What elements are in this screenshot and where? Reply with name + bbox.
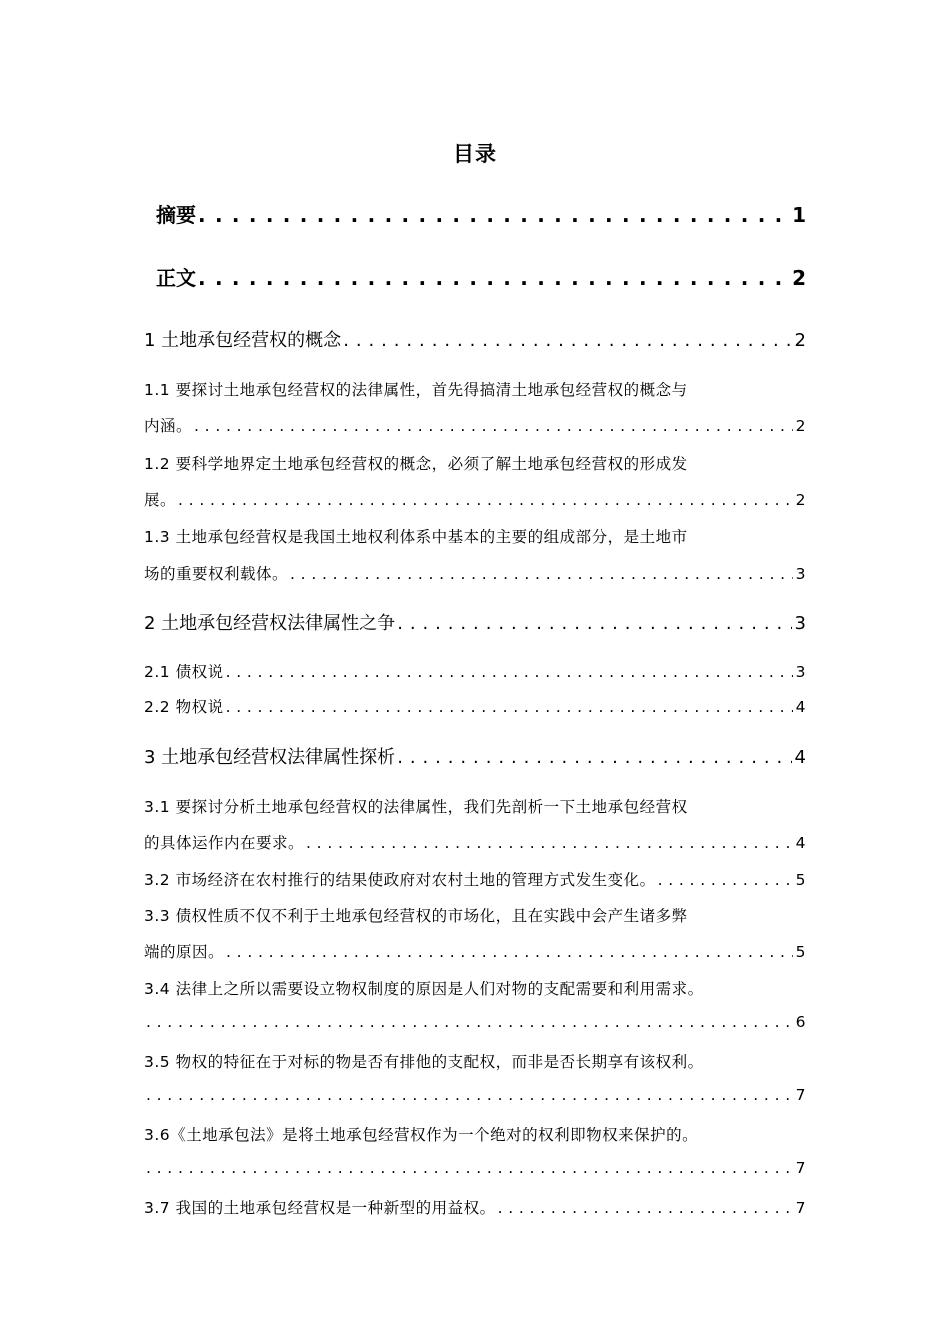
dot-leader — [397, 747, 791, 768]
dot-leader — [226, 943, 793, 961]
dot-leader — [198, 266, 789, 290]
toc-entry-first-line[interactable]: 1.3 土地承包经营权是我国土地权利体系中基本的主要的组成部分，是土地市 — [144, 528, 688, 546]
toc-page-number: 4 — [795, 834, 806, 852]
toc-page-number: 5 — [795, 943, 806, 961]
toc-page-number: 3 — [795, 663, 806, 681]
toc-entry-label: 正文 — [156, 266, 196, 290]
toc-entry-section-3-7[interactable] — [144, 1196, 806, 1218]
toc-entry-section-3-3[interactable] — [144, 940, 806, 962]
toc-entry-label: 3.2 市场经济在农村推行的结果使政府对农村土地的管理方式发生变化。 — [144, 871, 656, 889]
toc-entry-first-line[interactable]: 3.4 法律上之所以需要设立物权制度的原因是人们对物的支配需要和利用需求。 — [144, 980, 704, 998]
toc-entry-section-1-1[interactable] — [144, 414, 806, 436]
toc-entry-label: 摘要 — [156, 203, 196, 227]
toc-page-number: 4 — [794, 747, 806, 768]
toc-entry-chapter-1[interactable] — [144, 326, 806, 352]
toc-entry-label: 展。 — [144, 491, 177, 509]
toc-entry-first-line[interactable]: 3.1 要探讨分析土地承包经营权的法律属性，我们先剖析一下土地承包经营权 — [144, 798, 688, 816]
dot-leader — [146, 1013, 793, 1031]
toc-page-number: 7 — [795, 1159, 806, 1177]
toc-entry-label: 内涵。 — [144, 417, 193, 435]
toc-entry-label: 的具体运作内在要求。 — [144, 834, 305, 852]
toc-entry-label: 2.2 物权说 — [144, 698, 224, 716]
toc-title: 目录 — [453, 142, 497, 166]
dot-leader — [198, 203, 789, 227]
toc-entry-label: 2 土地承包经营权法律属性之争 — [144, 613, 396, 634]
toc-entry-main-text[interactable] — [156, 262, 806, 291]
toc-entry-label: 2.1 债权说 — [144, 663, 224, 681]
toc-entry-first-line[interactable]: 3.3 债权性质不仅不利于土地承包经营权的市场化，且在实践中会产生诸多弊 — [144, 907, 688, 925]
dot-leader — [178, 491, 793, 509]
toc-page-number: 2 — [792, 266, 806, 290]
toc-entry-chapter-2[interactable] — [144, 609, 806, 635]
toc-page-number: 3 — [795, 565, 806, 583]
toc-entry-first-line[interactable]: 1.1 要探讨土地承包经营权的法律属性，首先得搞清土地承包经营权的概念与 — [144, 381, 688, 399]
dot-leader — [146, 1159, 793, 1177]
toc-page-number: 7 — [795, 1199, 806, 1217]
dot-leader — [343, 330, 791, 351]
toc-entry-section-3-4[interactable] — [144, 1013, 806, 1031]
dot-leader — [498, 1199, 793, 1217]
toc-entry-label: 场的重要权利载体。 — [144, 565, 289, 583]
dot-leader — [658, 871, 793, 889]
toc-page-number: 2 — [795, 491, 806, 509]
toc-page-number: 6 — [795, 1013, 806, 1031]
toc-entry-section-3-1[interactable] — [144, 831, 806, 853]
dot-leader — [194, 417, 793, 435]
toc-page-number: 3 — [794, 613, 806, 634]
toc-entry-label: 端的原因。 — [144, 943, 225, 961]
toc-entry-section-1-2[interactable] — [144, 488, 806, 510]
toc-entry-section-1-3[interactable] — [144, 562, 806, 584]
dot-leader — [290, 565, 793, 583]
toc-entry-section-3-6[interactable] — [144, 1159, 806, 1177]
toc-page-number: 2 — [794, 330, 806, 351]
toc-entry-first-line[interactable]: 3.6《土地承包法》是将土地承包经营权作为一个绝对的权利即物权来保护的。 — [144, 1126, 699, 1144]
toc-entry-section-2-2[interactable] — [144, 695, 806, 717]
toc-entry-label: 3.7 我国的土地承包经营权是一种新型的用益权。 — [144, 1199, 496, 1217]
dot-leader — [226, 698, 793, 716]
toc-entry-section-3-2[interactable] — [144, 868, 806, 890]
toc-entry-label: 3 土地承包经营权法律属性探析 — [144, 747, 396, 768]
toc-page-number: 1 — [792, 203, 806, 227]
toc-entry-section-2-1[interactable] — [144, 660, 806, 682]
toc-page-number: 2 — [795, 417, 806, 435]
toc-entry-chapter-3[interactable] — [144, 743, 806, 769]
toc-page-number: 5 — [795, 871, 806, 889]
toc-entry-first-line[interactable]: 1.2 要科学地界定土地承包经营权的概念，必须了解土地承包经营权的形成发 — [144, 455, 688, 473]
dot-leader — [226, 663, 793, 681]
dot-leader — [146, 1086, 793, 1104]
dot-leader — [306, 834, 793, 852]
dot-leader — [397, 613, 791, 634]
toc-entry-label: 1 土地承包经营权的概念 — [144, 330, 342, 351]
toc-entry-abstract[interactable] — [156, 199, 806, 228]
toc-page-number: 7 — [795, 1086, 806, 1104]
toc-entry-section-3-5[interactable] — [144, 1086, 806, 1104]
toc-page-number: 4 — [795, 698, 806, 716]
toc-entry-first-line[interactable]: 3.5 物权的特征在于对标的物是否有排他的支配权，而非是否长期享有该权利。 — [144, 1053, 704, 1071]
